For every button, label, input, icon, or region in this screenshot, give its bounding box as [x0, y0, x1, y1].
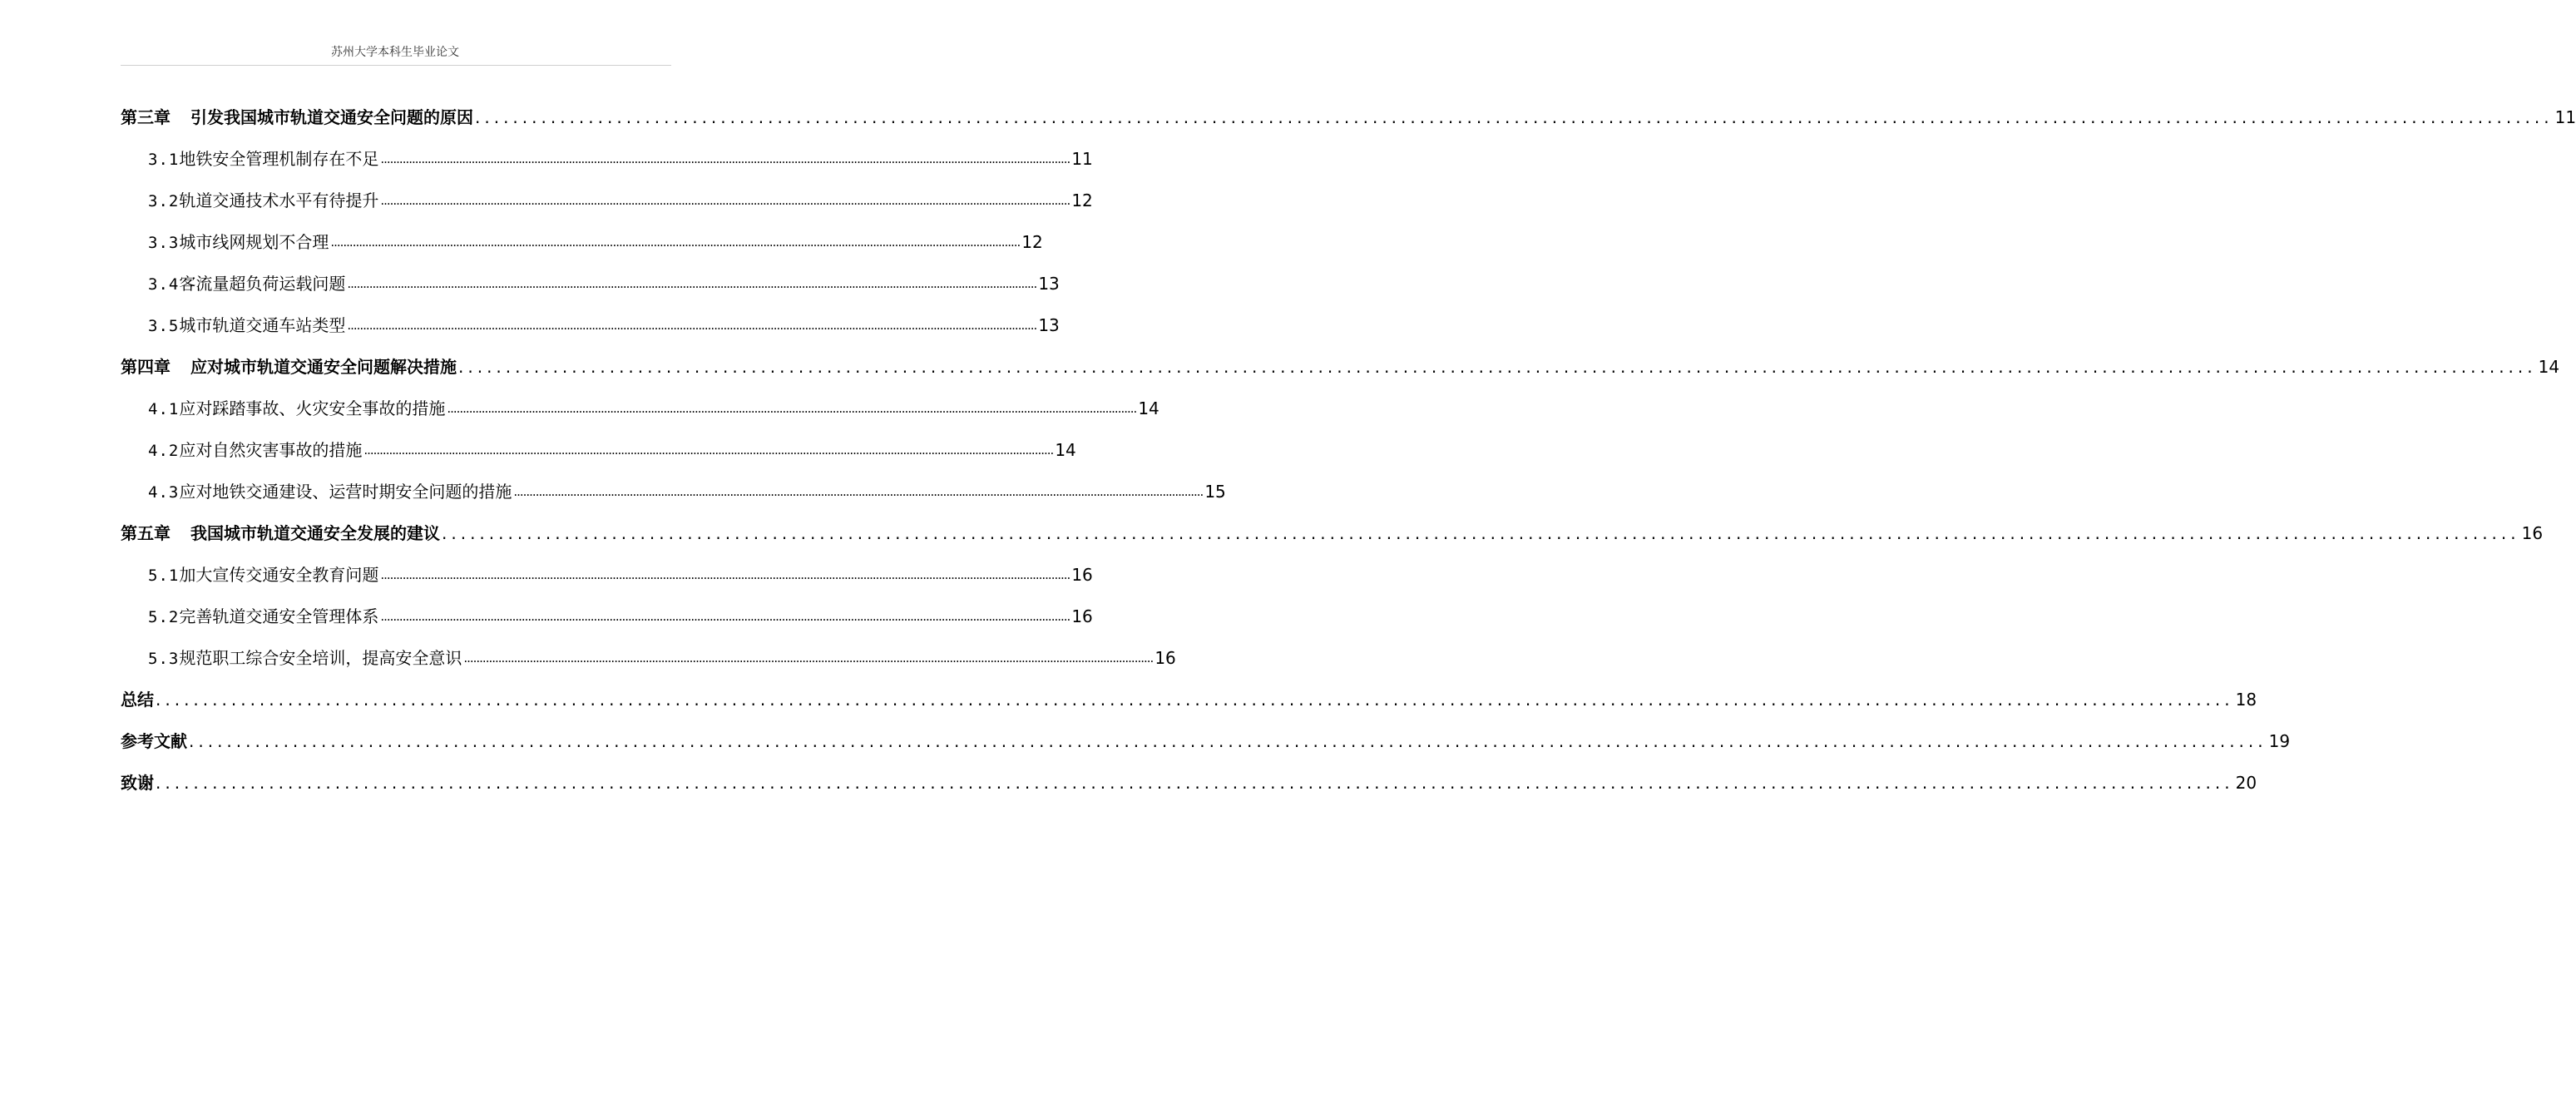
toc-entry-title: 客流量超负荷运载问题: [179, 273, 346, 294]
toc-entry-chapter-3[interactable]: [121, 96, 2576, 138]
dot-leader: ............................................................................................................................................................................................................................: [363, 443, 1054, 458]
toc-entry-page: 12: [1021, 232, 1043, 252]
dot-leader: ............................................................................................................................................................................................................................: [447, 401, 1137, 416]
toc-entry-number: 3.5: [148, 316, 180, 335]
dot-leader: ............................................................................................................................................................................................................................: [380, 151, 1070, 166]
toc-entry-title: 加大宣传交通安全教育问题: [179, 564, 379, 585]
toc-entry-page: 11: [1071, 149, 1093, 169]
toc-entry-5-1[interactable]: [121, 554, 1093, 596]
toc-entry-page: 14: [1055, 440, 1076, 460]
dot-leader: ............................................................................................................................................................................................................................: [442, 523, 2520, 543]
toc-entry-title: 应对城市轨道交通安全问题解决措施: [190, 357, 457, 377]
toc-entry-title: 总结: [121, 690, 154, 710]
toc-entry-title: 规范职工综合安全培训，提高安全意识: [179, 647, 462, 668]
toc-entry-page: 18: [2235, 690, 2257, 710]
toc-entry-number: 第三章: [121, 107, 171, 127]
toc-entry-5-3[interactable]: [121, 637, 1176, 679]
toc-entry-number: 4.3: [148, 482, 180, 502]
toc-entry-page: 20: [2235, 773, 2257, 793]
page-header: 苏州大学本科生毕业论文: [331, 46, 459, 59]
toc-entry-page: 12: [1071, 190, 1093, 210]
toc-entry-acknowledgements[interactable]: [121, 762, 2257, 804]
toc-entry-number: 4.2: [148, 441, 180, 460]
dot-leader: ............................................................................................................................................................................................................................: [347, 276, 1037, 291]
toc-entry-title: 我国城市轨道交通安全发展的建议: [190, 523, 440, 543]
toc-entry-references[interactable]: [121, 720, 2291, 762]
toc-entry-title: 应对踩踏事故、火灾安全事故的措施: [179, 398, 446, 418]
toc-entry-page: 14: [2538, 357, 2560, 377]
toc-entry-number: 3.4: [148, 275, 180, 294]
toc-entry-4-2[interactable]: [121, 429, 1076, 471]
dot-leader: ............................................................................................................................................................................................................................: [156, 690, 2234, 710]
dot-leader: ............................................................................................................................................................................................................................: [189, 731, 2267, 751]
toc-entry-number: 5.3: [148, 649, 180, 668]
toc-entry-number: 4.1: [148, 399, 180, 418]
toc-entry-summary[interactable]: [121, 679, 2257, 720]
dot-leader: ............................................................................................................................................................................................................................: [330, 235, 1021, 250]
toc-entry-title: 应对地铁交通建设、运营时期安全问题的措施: [179, 481, 512, 502]
dot-leader: ............................................................................................................................................................................................................................: [458, 357, 2537, 377]
toc-entry-number: 5.1: [148, 566, 180, 585]
toc-entry-page: 15: [1204, 482, 1226, 502]
toc-entry-title: 完善轨道交通安全管理体系: [179, 606, 379, 626]
toc-entry-3-2[interactable]: [121, 180, 1093, 221]
toc-entry-4-1[interactable]: [121, 388, 1159, 429]
toc-entry-number: 3.3: [148, 233, 180, 252]
toc-entry-page: 14: [1138, 398, 1159, 418]
toc-entry-title: 应对自然灾害事故的措施: [179, 439, 363, 460]
toc-entry-4-3[interactable]: [121, 471, 1226, 512]
dot-leader: ............................................................................................................................................................................................................................: [347, 318, 1037, 333]
toc-entry-title: 城市轨道交通车站类型: [179, 314, 346, 335]
toc-entry-page: 16: [1071, 606, 1093, 626]
dot-leader: ............................................................................................................................................................................................................................: [475, 107, 2554, 127]
header-rule: [121, 65, 671, 66]
toc-entry-title: 轨道交通技术水平有待提升: [179, 190, 379, 210]
toc-entry-number: 第四章: [121, 357, 171, 377]
dot-leader: ............................................................................................................................................................................................................................: [513, 484, 1204, 499]
toc-entry-page: 16: [1155, 648, 1176, 668]
toc-entry-page: 13: [1038, 274, 1060, 294]
toc-entry-page: 11: [2554, 107, 2576, 127]
toc-entry-number: 3.1: [148, 150, 180, 169]
toc-entry-page: 19: [2268, 731, 2291, 751]
toc-entry-title: 引发我国城市轨道交通安全问题的原因: [190, 107, 473, 127]
toc-entry-page: 13: [1038, 315, 1060, 335]
dot-leader: ............................................................................................................................................................................................................................: [380, 193, 1070, 208]
toc-entry-3-1[interactable]: [121, 138, 1093, 180]
toc-entry-number: 第五章: [121, 523, 171, 543]
toc-entry-page: 16: [2521, 523, 2544, 543]
toc-entry-chapter-5[interactable]: [121, 512, 2544, 554]
toc-entry-3-4[interactable]: [121, 263, 1060, 304]
toc-entry-number: 5.2: [148, 607, 180, 626]
toc-entry-title: 参考文献: [121, 731, 187, 751]
toc-entry-title: 地铁安全管理机制存在不足: [179, 148, 379, 169]
table-of-contents: [121, 96, 2576, 804]
dot-leader: ............................................................................................................................................................................................................................: [380, 567, 1070, 582]
toc-entry-title: 城市线网规划不合理: [179, 231, 329, 252]
toc-entry-3-3[interactable]: [121, 221, 1043, 263]
toc-entry-5-2[interactable]: [121, 596, 1093, 637]
toc-entry-number: 3.2: [148, 191, 180, 210]
dot-leader: ............................................................................................................................................................................................................................: [463, 651, 1154, 665]
toc-entry-chapter-4[interactable]: [121, 346, 2560, 388]
toc-entry-3-5[interactable]: [121, 304, 1060, 346]
dot-leader: ............................................................................................................................................................................................................................: [156, 773, 2234, 793]
toc-entry-page: 16: [1071, 565, 1093, 585]
dot-leader: ............................................................................................................................................................................................................................: [380, 609, 1070, 624]
toc-entry-title: 致谢: [121, 773, 154, 793]
